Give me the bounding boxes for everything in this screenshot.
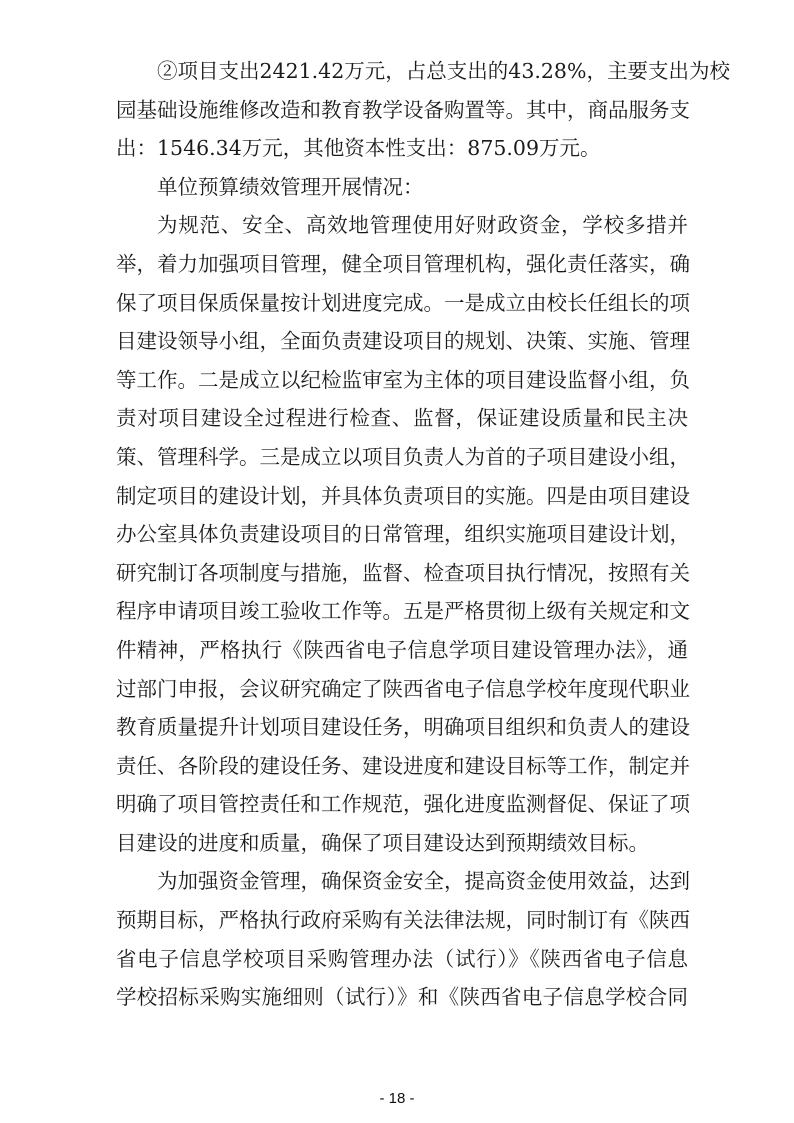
- text-line-13: 办公室具体负责建设项目的日常管理，组织实施项目建设计划，: [116, 522, 690, 547]
- text-line-12: 制定项目的建设计划，并具体负责项目的实施。四是由项目建设: [116, 483, 690, 508]
- text-line-11: 策、管理科学。三是成立以项目负责人为首的子项目建设小组，: [116, 444, 690, 469]
- text-line-8: 目建设领导小组，全面负责建设项目的规划、决策、实施、管理: [116, 329, 690, 354]
- text-line-22: 为加强资金管理，确保资金安全，提高资金使用效益，达到: [157, 869, 690, 894]
- page-number: - 18 -: [379, 1090, 415, 1107]
- text-line-15: 程序申请项目竣工验收工作等。五是严格贯彻上级有关规定和文: [116, 599, 690, 624]
- text-line-9: 等工作。二是成立以纪检监审室为主体的项目建设监督小组，负: [116, 367, 690, 392]
- text-line-25: 学校招标采购实施细则（试行）》和《陕西省电子信息学校合同: [116, 985, 688, 1010]
- text-line-23: 预期目标，严格执行政府采购有关法律法规，同时制订有《陕西: [116, 908, 690, 933]
- text-line-6: 举，着力加强项目管理，健全项目管理机构，强化责任落实，确: [116, 251, 690, 276]
- text-line-10: 责对项目建设全过程进行检查、监督，保证建设质量和民主决: [116, 406, 688, 431]
- text-line-18: 教育质量提升计划项目建设任务，明确项目组织和负责人的建设: [116, 715, 690, 740]
- text-line-20: 明确了项目管控责任和工作规范，强化进度监测督促、保证了项: [116, 792, 690, 817]
- section-heading: 单位预算绩效管理开展情况：: [157, 174, 424, 199]
- text-line-7: 保了项目保质保量按计划进度完成。一是成立由校长任组长的项: [116, 290, 690, 315]
- text-line-19: 责任、各阶段的建设任务、建设进度和建设目标等工作，制定并: [116, 753, 690, 778]
- text-line-14: 研究制订各项制度与措施，监督、检查项目执行情况，按照有关: [116, 560, 690, 585]
- text-line-16: 件精神，严格执行《陕西省电子信息学项目建设管理办法》，通: [116, 637, 688, 662]
- text-line-21: 目建设的进度和质量，确保了项目建设达到预期绩效目标。: [116, 830, 649, 855]
- text-line-1: ②项目支出2421.42万元，占总支出的43.28%，主要支出为校: [157, 59, 730, 83]
- text-line-24: 省电子信息学校项目采购管理办法（试行）》《陕西省电子信息: [116, 946, 688, 971]
- text-line-5: 为规范、安全、高效地管理使用好财政资金，学校多措并: [157, 213, 688, 238]
- text-line-17: 过部门申报，会议研究确定了陕西省电子信息学校年度现代职业: [116, 676, 690, 701]
- body-text: [116, 52, 730, 1017]
- text-line-3: 出：1546.34万元，其他资本性支出：875.09万元。: [116, 136, 601, 161]
- text-line-2: 园基础设施维修改造和教育教学设备购置等。其中，商品服务支: [116, 97, 690, 122]
